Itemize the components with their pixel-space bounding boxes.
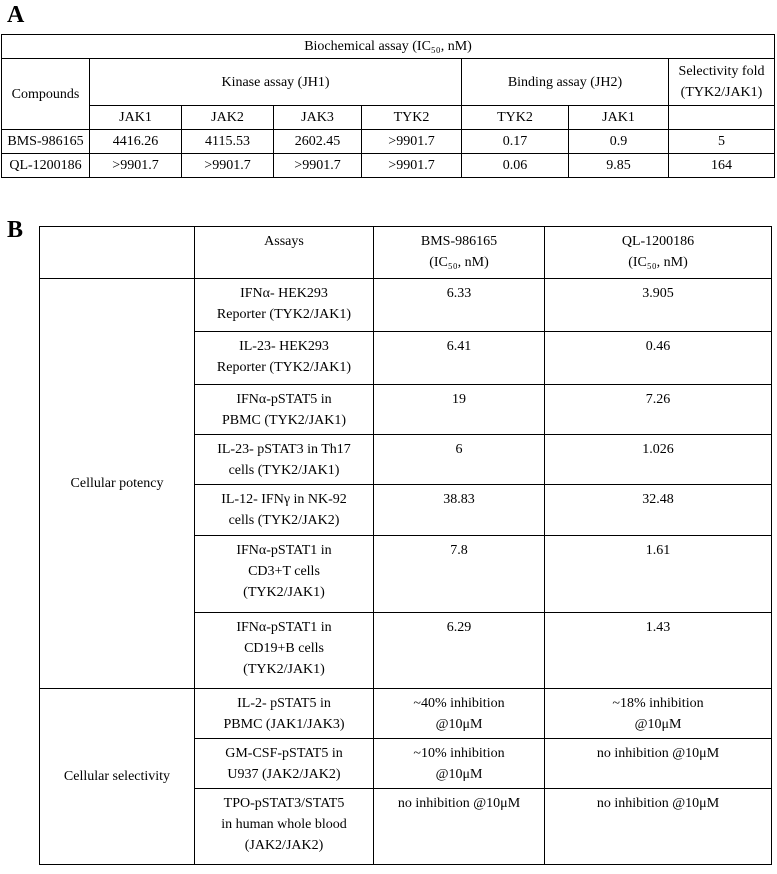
table-row [40, 689, 772, 739]
value-cell: 5 [669, 130, 775, 154]
assay-name: IFNα- HEK293 Reporter (TYK2/JAK1) [195, 279, 374, 332]
value-cell: >9901.7 [182, 154, 274, 178]
bms-value: 6.29 [374, 613, 545, 689]
assay-name: IL-23- pSTAT3 in Th17 cells (TYK2/JAK1) [195, 435, 374, 485]
assay-name: IL-2- pSTAT5 in PBMC (JAK1/JAK3) [195, 689, 374, 739]
selectivity-fold-header: Selectivity fold (TYK2/JAK1) [669, 59, 775, 106]
assays-header: Assays [195, 227, 374, 279]
bms-value: ~40% inhibition @10μM [374, 689, 545, 739]
table-row [2, 130, 775, 154]
sub-header-tyk2-kinase: TYK2 [362, 106, 462, 130]
assay-name: TPO-pSTAT3/STAT5 in human whole blood (JAK2/JAK2) [195, 789, 374, 865]
compound-name: QL-1200186 [2, 154, 90, 178]
table-a-title: Biochemical assay (IC₅₀, nM) [2, 35, 775, 59]
empty-header-cell [40, 227, 195, 279]
bms-value: no inhibition @10μM [374, 789, 545, 865]
value-cell: 4416.26 [90, 130, 182, 154]
kinase-assay-header: Kinase assay (JH1) [90, 59, 462, 106]
binding-assay-header: Binding assay (JH2) [462, 59, 669, 106]
assay-name: IFNα-pSTAT1 in CD19+B cells (TYK2/JAK1) [195, 613, 374, 689]
ql-header: QL-1200186 (IC₅₀, nM) [545, 227, 772, 279]
panel-a-label: A [7, 2, 25, 28]
bms-header: BMS-986165 (IC₅₀, nM) [374, 227, 545, 279]
bms-value: 6.41 [374, 332, 545, 385]
sub-header-jak3: JAK3 [274, 106, 362, 130]
sub-header-empty [669, 106, 775, 130]
cellular-assay-table [39, 226, 772, 865]
bms-value: 7.8 [374, 536, 545, 613]
assay-name: IL-12- IFNγ in NK-92 cells (TYK2/JAK2) [195, 485, 374, 536]
assay-name: IL-23- HEK293 Reporter (TYK2/JAK1) [195, 332, 374, 385]
value-cell: >9901.7 [362, 154, 462, 178]
table-row [2, 154, 775, 178]
bms-value: 38.83 [374, 485, 545, 536]
compound-name: BMS-986165 [2, 130, 90, 154]
ql-value: ~18% inhibition @10μM [545, 689, 772, 739]
assay-name: GM-CSF-pSTAT5 in U937 (JAK2/JAK2) [195, 739, 374, 789]
biochemical-assay-table [1, 34, 775, 178]
value-cell: 4115.53 [182, 130, 274, 154]
assay-name: IFNα-pSTAT5 in PBMC (TYK2/JAK1) [195, 385, 374, 435]
sub-header-jak1: JAK1 [90, 106, 182, 130]
sub-header-jak2: JAK2 [182, 106, 274, 130]
ql-value: 7.26 [545, 385, 772, 435]
bms-value: 6 [374, 435, 545, 485]
value-cell: >9901.7 [362, 130, 462, 154]
ql-value: 3.905 [545, 279, 772, 332]
table-row [40, 279, 772, 332]
value-cell: 0.06 [462, 154, 569, 178]
cellular-selectivity-label: Cellular selectivity [40, 689, 195, 865]
sub-header-tyk2-binding: TYK2 [462, 106, 569, 130]
value-cell: 164 [669, 154, 775, 178]
compounds-header: Compounds [2, 59, 90, 130]
ql-value: 32.48 [545, 485, 772, 536]
ql-value: 1.61 [545, 536, 772, 613]
ql-value: 0.46 [545, 332, 772, 385]
ql-value: no inhibition @10μM [545, 739, 772, 789]
ql-value: 1.43 [545, 613, 772, 689]
assay-name: IFNα-pSTAT1 in CD3+T cells (TYK2/JAK1) [195, 536, 374, 613]
ql-value: no inhibition @10μM [545, 789, 772, 865]
bms-value: 19 [374, 385, 545, 435]
value-cell: 2602.45 [274, 130, 362, 154]
panel-b-label: B [7, 217, 24, 243]
value-cell: >9901.7 [90, 154, 182, 178]
bms-value: ~10% inhibition @10μM [374, 739, 545, 789]
value-cell: 0.9 [569, 130, 669, 154]
value-cell: 9.85 [569, 154, 669, 178]
bms-value: 6.33 [374, 279, 545, 332]
value-cell: >9901.7 [274, 154, 362, 178]
sub-header-jak1-binding: JAK1 [569, 106, 669, 130]
value-cell: 0.17 [462, 130, 569, 154]
cellular-potency-label: Cellular potency [40, 279, 195, 689]
ql-value: 1.026 [545, 435, 772, 485]
